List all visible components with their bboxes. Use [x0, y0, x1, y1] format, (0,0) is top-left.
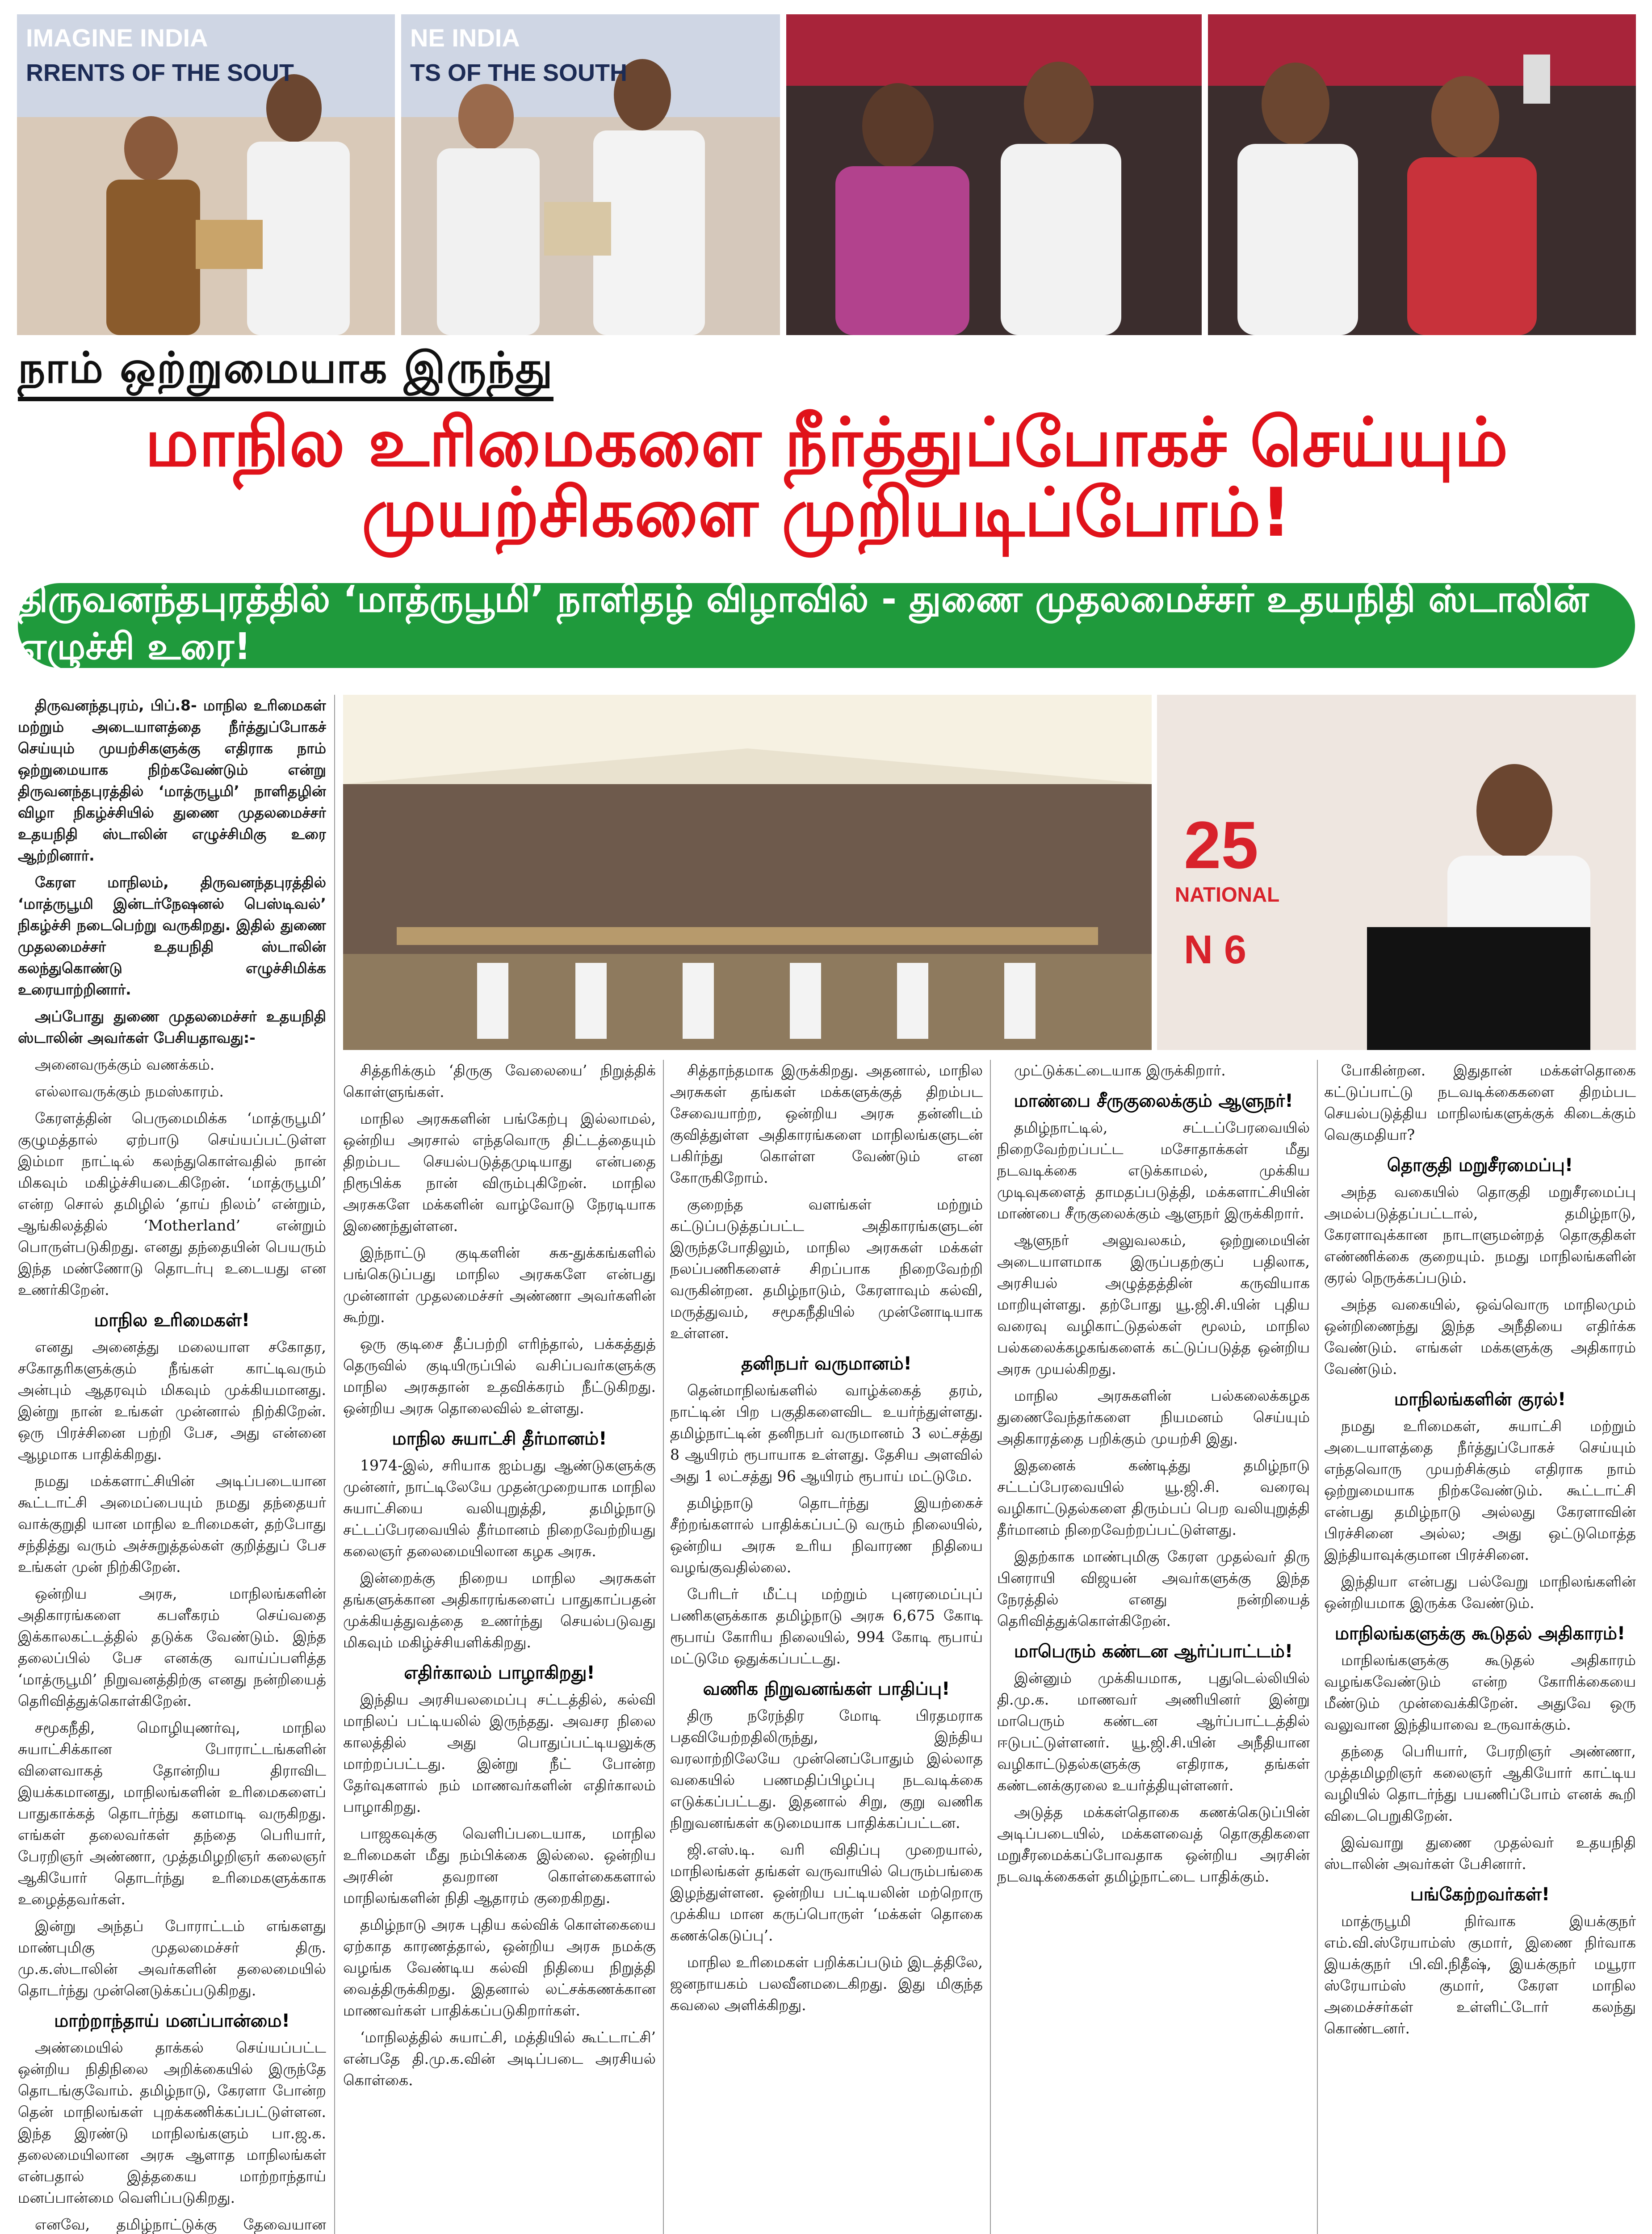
c4-p6: இதற்காக மாண்புமிகு கேரள முதல்வர் திரு பினராயி விஜயன் அவர்களுக்கு இந்த நேரத்தில் எனது நன்றியைத் தெரிவித்துக்கொள்கிறேன். — [997, 1548, 1310, 1629]
c5-p5: இந்தியா என்பது பல்வேறு மாநிலங்களின் ஒன்றியமாக இருக்க வேண்டும். — [1324, 1573, 1636, 1612]
subheadline-bar — [18, 578, 1635, 668]
c3-p7: ஜி.எஸ்.டி. வரி விதிப்பு முறையால், மாநிலங்கள் தங்கள் வருவாயில் பெரும்பங்கை இழந்துள்ளன. ஒன்றிய பட்டியலின் மற்றொரு முக்கிய மான கருப்பொருள் ‘மக்கள் தொகை கணக்கெடுப்பு’. — [670, 1841, 983, 1944]
c1-p6: கேரளத்தின் பெருமைமிக்க ‘மாத்ருபூமி’ குழுமத்தால் ஏற்பாடு செய்யப்பட்டுள்ள இம்மா நாட்டில் கலந்துகொள்வதில் நான் மிகவும் மகிழ்ச்சியடைகிறேன். ‘மாத்ருபூமி’ என்ற சொல் தமிழில் ‘தாய் நிலம்’ என்றும், ஆங்கிலத்தில் ‘Motherland’ என்றும் பொருள்படுகிறது. எனது தந்தையின் பெயரும் இந்த மண்ணோடு தொடர்பு உடையது என உணர்கிறேன். — [18, 1109, 326, 1298]
c3-subhead-2: வணிக நிறுவனங்கள் பாதிப்பு! — [703, 1679, 950, 1699]
c4-subhead-2: மாபெரும் கண்டன ஆர்ப்பாட்டம்! — [1014, 1641, 1293, 1662]
c5-p8: இவ்வாறு துணை முதல்வர் உதயநிதி ஸ்டாலின் அவர்கள் பேசினார். — [1324, 1834, 1636, 1873]
c5-p2: அந்த வகையில் தொகுதி மறுசீரமைப்பு அமல்படுத்தப்பட்டால், தமிழ்நாடு, கேரளாவுக்கான நாடாளுமன்றத் தொகுதிகள் எண்ணிக்கை குறையும். நமது மாநிலங்களின் குரல் நெருக்கப்படும். — [1324, 1183, 1636, 1286]
c2-subhead-1: மாநில சுயாட்சி தீர்மானம்! — [392, 1428, 607, 1449]
c4-p2: தமிழ்நாட்டில், சட்டப்பேரவையில் நிறைவேற்றப்பட்ட மசோதாக்கள் மீது நடவடிக்கை எடுக்காமல், முக்கிய முடிவுகளைத் தாமதப்படுத்தி, மக்களாட்சியின் மாண்பை சீருகுலைக்கும் ஆளுநர் இருக்கிறார். — [997, 1119, 1310, 1222]
banner-text-1: IMAGINE INDIA — [26, 24, 208, 52]
column-4 — [997, 1060, 1310, 2234]
c2-p6: இன்றைக்கு நிறைய மாநில அரசுகள் தங்களுக்கான அதிகாரங்களைப் பாதுகாப்பதன் முக்கியத்துவத்தை உணர்ந்து செயல்படுவது மிகவும் மகிழ்ச்சியளிக்கிறது. — [343, 1569, 656, 1651]
c3-p6: திரு நரேந்திர மோடி பிரதமராக பதவியேற்றதிலிருந்து, இந்திய வரலாற்றிலேயே முன்னெப்போதும் இல்லாத வகையில் பணமதிப்பிழப்பு நடவடிக்கை எடுக்கப்பட்டது. இதனால் சிறு, குறு வணிக நிறுவனங்கள் கடுமையாக பாதிக்கப்பட்டன. — [670, 1707, 983, 1831]
banner-text-2: RRENTS OF THE SOUT — [26, 59, 294, 86]
c5-p9: மாத்ருபூமி நிர்வாக இயக்குநர் எம்.வி.ஸ்ரேயாம்ஸ் குமார், இணை நிர்வாக இயக்குநர் பி.வி.நிதீஷ், இயக்குநர் மயூரா ஸ்ரேயாம்ஸ் குமார், கேரள மாநில அமைச்சர்கள் உள்ளிட்டோர் கலந்து கொண்டனர். — [1324, 1912, 1636, 2037]
c1-p13: எனவே, தமிழ்நாட்டுக்கு தேவையான — [35, 2216, 326, 2233]
photo-book-presentation — [17, 14, 780, 335]
c5-subhead-1: தொகுதி மறுசீரமைப்பு! — [1387, 1155, 1573, 1176]
c1-subhead-1: மாநில உரிமைகள்! — [94, 1310, 250, 1331]
column-3 — [670, 1060, 983, 2234]
photo-audience — [343, 695, 1152, 1050]
c2-p9: தமிழ்நாடு அரசு புதிய கல்விக் கொள்கையை ஏற்காத காரணத்தால், ஒன்றிய அரசு நமக்கு வழங்க வேண்டிய கல்வி நிதியை நிறுத்தி வைத்திருக்கிறது. இதனால் லட்சக்கணக்கான மாணவர்கள் பாதிக்கப்படுகிறார்கள். — [343, 1916, 656, 2019]
c5-p3: அந்த வகையில், ஒவ்வொரு மாநிலமும் ஒன்றிணைந்து இந்த அநீதியை எதிர்க்க வேண்டும். எங்கள் மக்களுக்கு அதிகாரம் வேண்டும். — [1324, 1296, 1636, 1377]
photo-audience-art — [343, 695, 1152, 1050]
c1-p5: எல்லாவருக்கும் நமஸ்காரம். — [35, 1083, 224, 1100]
photo-selfie-crowd — [786, 14, 1636, 335]
c3-p4: தமிழ்நாடு தொடர்ந்து இயற்கைச் சீற்றங்களால் பாதிக்கப்பட்டு வரும் நிலையில், ஒன்றிய அரசு உரிய நிவாரண நிதியை வழங்குவதில்லை. — [670, 1494, 983, 1576]
c2-p8: பாஜகவுக்கு வெளிப்படையாக, மாநில உரிமைகள் மீது நம்பிக்கை இல்லை. ஒன்றிய அரசின் தவறான கொள்கைகளால் மாநிலங்களின் நிதி ஆதாரம் குறைகிறது. — [343, 1825, 656, 1906]
photo-speaker-at-podium — [1157, 695, 1636, 1050]
column-rule-4 — [1317, 1060, 1318, 2234]
column-rule-1 — [334, 695, 335, 2234]
c2-subhead-2: எதிர்காலம் பாழாகிறது! — [404, 1663, 595, 1683]
photo-selfie-crowd-art — [786, 14, 1636, 335]
kicker-text: நாம் ஒற்றுமையாக இருந்து — [18, 342, 554, 393]
c4-p3: ஆளுநர் அலுவலகம், ஒற்றுமையின் அடையாளமாக இருப்பதற்குப் பதிலாக, அரசியல் அழுத்தத்தின் கருவியாக மாறியுள்ளது. தற்போது யூ.ஜி.சி.யின் புதிய வரைவு வழிகாட்டுதல்கள் மூலம், மாநில பல்கலைக்கழகங்களைக் கட்டுப்படுத்த ஒன்றிய அரசு முயல்கிறது. — [997, 1231, 1310, 1377]
c3-p2: குறைந்த வளங்கள் மற்றும் கட்டுப்படுத்தப்பட்ட அதிகாரங்களுடன் இருந்தபோதிலும், மாநில அரசுகள் மக்கள் நலப்பணிகளைச் சிறப்பாக நிறைவேற்றி வருகின்றன. தமிழ்நாடும், கேரளாவும் கல்வி, மருத்துவம், சமூகநீதியில் முன்னோடியாக உள்ளன. — [670, 1196, 983, 1342]
kicker — [18, 344, 553, 401]
c4-p4: மாநில அரசுகளின் பல்கலைக்கழக துணைவேந்தர்களை நியமனம் செய்யும் அதிகாரத்தை பறிக்கும் முயற்சி இது. — [997, 1387, 1310, 1447]
c1-subhead-2: மாற்றாந்தாய் மனப்பான்மை! — [54, 2011, 290, 2031]
c4-p7: இன்னும் முக்கியமாக, புதுடெல்லியில் தி.மு.க. மாணவர் அணியினர் இன்று மாபெரும் கண்டன ஆர்ப்பாட்டத்தில் ஈடுபட்டுள்ளனர். யூ.ஜி.சி.யின் அநீதியான வழிகாட்டுதல்களுக்கு எதிராக, தங்கள் கண்டனக்குரலை உயர்த்தியுள்ளனர். — [997, 1669, 1310, 1794]
banner-text-3: NE INDIA — [410, 24, 520, 52]
c5-p4: நமது உரிமைகள், சுயாட்சி மற்றும் அடையாளத்தை நீர்த்துப்போகச் செய்யும் எந்தவொரு முயற்சிக்கும் எதிராக நாம் ஒற்றுமையாக நிற்கவேண்டும். கூட்டாட்சி என்பது தமிழ்நாடு அல்லது கேரளாவின் பிரச்சினை அல்ல; அது ஒட்டுமொத்த இந்தியாவுக்குமான பிரச்சினை. — [1324, 1417, 1636, 1563]
main-headline: மாநில உரிமைகளை நீர்த்துப்போகச் செய்யும் முயற்சிகளை முறியடிப்போம்! — [145, 403, 1508, 552]
c4-p1: முட்டுக்கட்டையாக இருக்கிறார். — [1014, 1062, 1226, 1079]
c5-subhead-2: மாநிலங்களின் குரல்! — [1394, 1389, 1566, 1410]
c3-p3: தென்மாநிலங்களில் வாழ்க்கைத் தரம், நாட்டின் பிற பகுதிகளைவிட உயர்ந்துள்ளது. தமிழ்நாட்டின் தனிநபர் வருமானம் 3 லட்சத்து 8 ஆயிரம் ரூபாயாக உள்ளது. தேசிய அளவில் அது 1 லட்சத்து 96 ஆயிரம் ரூபாய் மட்டுமே. — [670, 1382, 983, 1485]
subheadline-text: திருவனந்தபுரத்தில் ‘மாத்ருபூமி’ நாளிதழ் விழாவில் - துணை முதலமைச்சர் உதயநிதி ஸ்டாலின் எழுச்சி உரை! — [18, 578, 1589, 668]
c1-p2: கேரள மாநிலம், திருவனந்தபுரத்தில் ‘மாத்ருபூமி இன்டர்நேஷனல் பெஸ்டிவல்’ நிகழ்ச்சி நடைபெற்று வருகிறது. இதில் துணை முதலமைச்சர் உதயநிதி ஸ்டாலின் கலந்துகொண்டு எழுச்சிமிக்க உரையாற்றினார். — [18, 873, 326, 998]
column-5 — [1324, 1060, 1636, 2234]
c1-p9: ஒன்றிய அரசு, மாநிலங்களின் அதிகாரங்களை கபளீகரம் செய்வதை இக்காலகட்டத்தில் தடுக்க வேண்டும். இந்த தலைப்பில் பேச எனக்கு வாய்ப்பளித்த ‘மாத்ருபூமி’ நிறுவனத்திற்கு எனது நன்றியைத் தெரிவித்துக்கொள்கிறேன். — [18, 1585, 326, 1709]
stage-backdrop-number: 25 — [1184, 807, 1258, 882]
c3-p8: மாநில உரிமைகள் பறிக்கப்படும் இடத்திலே, ஜனநாயகம் பலவீனமடைகிறது. இது மிகுந்த கவலை அளிக்கிறது. — [670, 1953, 983, 2014]
c3-p5: பேரிடர் மீட்பு மற்றும் புனரமைப்புப் பணிகளுக்காக தமிழ்நாடு அரசு 6,675 கோடி ரூபாய் கோரிய நிலையில், 994 கோடி ரூபாய் மட்டுமே ஒதுக்கப்பட்டது. — [670, 1585, 983, 1667]
c5-subhead-4: பங்கேற்றவர்கள்! — [1410, 1884, 1550, 1905]
c2-p1: சித்தரிக்கும் ‘திருகு வேலையை’ நிறுத்திக் கொள்ளுங்கள். — [343, 1062, 656, 1100]
c2-p7: இந்திய அரசியலமைப்பு சட்டத்தில், கல்வி மாநிலப் பட்டியலில் இருந்தது. அவசர நிலை காலத்தில் அது பொதுப்பட்டியலுக்கு மாற்றப்பட்டது. இன்று நீட் போன்ற தேர்வுகளால் நம் மாணவர்களின் எதிர்காலம் பாழாகிறது. — [343, 1691, 656, 1815]
c1-p12: அண்மையில் தாக்கல் செய்யப்பட்ட ஒன்றிய நிதிநிலை அறிக்கையில் இருந்தே தொடங்குவோம். தமிழ்நாடு, கேரளா போன்ற தென் மாநிலங்கள் புறக்கணிக்கப்பட்டுள்ளன. இந்த இரண்டு மாநிலங்களும் பா.ஜ.க. தலைமையிலான அரசு ஆளாத மாநிலங்கள் என்பதால் இத்தகைய மாற்றாந்தாய் மனப்பான்மை வெளிப்படுகிறது. — [18, 2039, 326, 2206]
column-rule-2 — [663, 1060, 664, 2234]
c2-p2: மாநில அரசுகளின் பங்கேற்பு இல்லாமல், ஒன்றிய அரசால் எந்தவொரு திட்டத்தையும் திறம்பட செயல்படுத்தமுடியாது என்பதை நிரூபிக்க நான் விரும்புகிறேன். மாநில அரசுகளே மக்களின் வாழ்வோடு நேரடியாக இணைந்துள்ளன. — [343, 1110, 656, 1235]
c4-p8: அடுத்த மக்கள்தொகை கணக்கெடுப்பின் அடிப்படையில், மக்களவைத் தொகுதிகளை மறுசீரமைக்கப்போவதாக ஒன்றிய அரசின் நடவடிக்கைகள் தமிழ்நாட்டை பாதிக்கும். — [997, 1803, 1310, 1885]
c1-p3: அப்போது துணை முதலமைச்சர் உதயநிதி ஸ்டாலின் அவர்கள் பேசியதாவது:- — [18, 1008, 326, 1046]
stage-backdrop-text-2: N 6 — [1184, 928, 1247, 972]
c1-p1: திருவனந்தபுரம், பிப்.8- மாநில உரிமைகள் மற்றும் அடையாளத்தை நீர்த்துப்போகச் செய்யும் முயற்சிகளுக்கு எதிராக நாம் ஒற்றுமையாக நிற்கவேண்டும் என்று திருவனந்தபுரத்தில் ‘மாத்ருபூமி’ நாளிதழின் விழா நிகழ்ச்சியில் துணை முதலமைச்சர் உதயநிதி ஸ்டாலின் எழுச்சிமிகு உரை ஆற்றினார். — [18, 697, 326, 864]
c2-p3: இந்நாட்டு குடிகளின் சுக-துக்கங்களில் பங்கெடுப்பது மாநில அரசுகளே என்பது முன்னாள் முதலமைச்சர் அண்ணா அவர்களின் கூற்று. — [343, 1244, 656, 1326]
c1-p8: நமது மக்களாட்சியின் அடிப்படையான கூட்டாட்சி அமைப்பையும் நமது தந்தையர் வாக்குறுதி யான மாநில உரிமைகள், தற்போது சந்தித்து வரும் அச்சுறுத்தல்கள் குறித்துப் பேச உங்கள் முன் நிற்கிறேன். — [18, 1472, 326, 1575]
c5-subhead-3: மாநிலங்களுக்கு கூடுதல் அதிகாரம்! — [1334, 1623, 1626, 1644]
c1-p10: சமூகநீதி, மொழியுணர்வு, மாநில சுயாட்சிக்கான போராட்டங்களின் விளைவாகத் தோன்றிய திராவிட இயக்கமானது, மாநிலங்களின் உரிமைகளைப் பாதுகாக்கத் தொடர்ந்து களமாடி வருகிறது. எங்கள் தலைவர்கள் தந்தை பெரியார், பேரறிஞர் அண்ணா, முத்தமிழறிஞர் கலைஞர் ஆகியோர் தொடர்ந்து உரிமைகளுக்காக உழைத்தவர்கள். — [18, 1719, 326, 1908]
c5-p7: தந்தை பெரியார், பேரறிஞர் அண்ணா, முத்தமிழறிஞர் கலைஞர் ஆகியோர் காட்டிய வழியில் தொடர்ந்து பயணிப்போம் எனக் கூறி விடைபெறுகிறேன். — [1324, 1743, 1636, 1824]
c1-p7: எனது அனைத்து மலையாள சகோதர, சகோதரிகளுக்கும் நீங்கள் காட்டிவரும் அன்பும் ஆதரவும் மிகவும் முக்கியமானது. இன்று நான் உங்கள் முன்னால் நிற்கிறேன். ஒரு பிரச்சினை பற்றி பேச, அது என்னை ஆழமாக பாதிக்கிறது. — [18, 1338, 326, 1463]
c2-p10: ‘மாநிலத்தில் சுயாட்சி, மத்தியில் கூட்டாட்சி’ என்பதே தி.மு.க.வின் அடிப்படை அரசியல் கொள்கை. — [343, 2028, 656, 2089]
c5-p1: போகின்றன. இதுதான் மக்கள்தொகை கட்டுப்பாட்டு நடவடிக்கைகளை திறம்பட செயல்படுத்திய மாநிலங்களுக்குக் கிடைக்கும் வெகுமதியா? — [1324, 1062, 1636, 1143]
c4-p5: இதனைக் கண்டித்து தமிழ்நாடு சட்டப்பேரவையில் யூ.ஜி.சி. வரைவு வழிகாட்டுதல்களை திரும்பப் பெற வலியுறுத்தி தீர்மானம் நிறைவேற்றப்பட்டுள்ளது. — [997, 1457, 1310, 1538]
c2-p5: 1974-இல், சரியாக ஐம்பது ஆண்டுகளுக்கு முன்னர், நாட்டிலேயே முதன்முறையாக மாநில சுயாட்சியை வலியுறுத்தி, தமிழ்நாடு சட்டப்பேரவையில் தீர்மானம் நிறைவேற்றியது கலைஞர் தலைமையிலான கழக அரசு. — [343, 1457, 656, 1560]
c3-subhead-1: தனிநபர் வருமானம்! — [741, 1353, 912, 1374]
c1-p4: அனைவருக்கும் வணக்கம். — [35, 1056, 215, 1073]
banner-text-4: TS OF THE SOUTH — [410, 59, 627, 86]
column-2 — [343, 1060, 656, 2234]
c1-p11: இன்று அந்தப் போராட்டம் எங்களது மாண்புமிகு முதலமைச்சர் திரு. மு.க.ஸ்டாலின் அவர்களின் தலைமையில் தொடர்ந்து முன்னெடுக்கப்படுகிறது. — [18, 1917, 326, 1999]
stage-backdrop-text: NATIONAL — [1175, 883, 1280, 906]
c2-p4: ஒரு குடிசை தீப்பற்றி எரிந்தால், பக்கத்துத் தெருவில் குடியிருப்பில் வசிப்பவர்களுக்கு மாநில அரசுதான் உதவிக்கரம் நீட்டுகிறது. ஒன்றிய அரசு தொலைவில் உள்ளது. — [343, 1335, 656, 1417]
c3-p1: சித்தாந்தமாக இருக்கிறது. அதனால், மாநில அரசுகள் தங்கள் மக்களுக்குத் திறம்பட சேவையாற்ற, ஒன்றிய அரசு தன்னிடம் குவித்துள்ள அதிகாரங்களை மாநிலங்களுடன் பகிர்ந்து கொள்ள வேண்டும் என கோருகிறோம். — [670, 1062, 983, 1186]
column-1 — [18, 695, 326, 2234]
c5-p6: மாநிலங்களுக்கு கூடுதல் அதிகாரம் வழங்கவேண்டும் என்ற கோரிக்கையை மீண்டும் முன்வைக்கிறேன். அதுவே ஒரு வலுவான இந்தியாவை உருவாக்கும். — [1324, 1651, 1636, 1733]
c4-subhead-1: மாண்பை சீருகுலைக்கும் ஆளுநர்! — [1014, 1091, 1293, 1111]
column-rule-3 — [990, 1060, 991, 2234]
